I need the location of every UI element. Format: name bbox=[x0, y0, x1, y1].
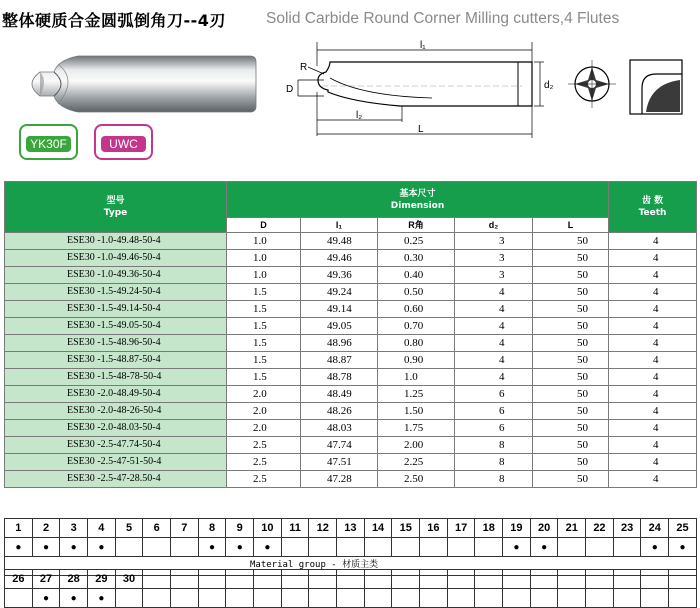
table-cell: 0.70 bbox=[378, 318, 455, 335]
material-group-empty-cell bbox=[641, 570, 669, 589]
material-group-number: 26 bbox=[5, 570, 33, 589]
table-cell: 4 bbox=[609, 369, 697, 386]
material-group-mark bbox=[309, 538, 337, 557]
cell-type: ESE30 -2.0-48.49-50-4 bbox=[5, 386, 227, 403]
dim-d2-label: d₂ bbox=[544, 80, 554, 91]
table-cell: 50 bbox=[533, 267, 609, 284]
table-row bbox=[5, 420, 697, 437]
material-group-empty-cell bbox=[309, 570, 337, 589]
teeth-header: 齿 数 Teeth bbox=[609, 182, 697, 233]
table-cell: 49.36 bbox=[301, 267, 378, 284]
material-group-number: 11 bbox=[281, 519, 309, 538]
table-cell: 4 bbox=[455, 284, 533, 301]
table-row bbox=[5, 454, 697, 471]
table-cell: 48.78 bbox=[301, 369, 378, 386]
table-cell: 1.0 bbox=[378, 369, 455, 386]
material-group-mark bbox=[171, 538, 199, 557]
material-group-mark bbox=[281, 538, 309, 557]
material-group-mark: ● bbox=[88, 538, 116, 557]
table-cell: 8 bbox=[455, 437, 533, 454]
table-cell: 50 bbox=[533, 318, 609, 335]
material-group-mark: ● bbox=[198, 538, 226, 557]
col-header-l: L bbox=[533, 218, 609, 233]
table-cell: 49.14 bbox=[301, 301, 378, 318]
material-group-number: 3 bbox=[60, 519, 88, 538]
cell-type: ESE30 -1.0-49.48-50-4 bbox=[5, 233, 227, 250]
material-group-number: 16 bbox=[420, 519, 448, 538]
material-group-number: 12 bbox=[309, 519, 337, 538]
material-group-mark bbox=[558, 538, 586, 557]
table-cell: 1.5 bbox=[227, 369, 301, 386]
table-cell: 4 bbox=[455, 301, 533, 318]
material-group-number: 18 bbox=[475, 519, 503, 538]
cell-type: ESE30 -1.5-49.24-50-4 bbox=[5, 284, 227, 301]
table-cell: 6 bbox=[455, 386, 533, 403]
table-cell: 2.25 bbox=[378, 454, 455, 471]
material-group-mark: ● bbox=[5, 538, 33, 557]
type-header: 型号 Type bbox=[5, 182, 227, 233]
table-cell: 0.80 bbox=[378, 335, 455, 352]
table-cell: 1.5 bbox=[227, 301, 301, 318]
material-group-mark: ● bbox=[60, 538, 88, 557]
dim-r-label: R bbox=[300, 62, 308, 73]
table-cell: 8 bbox=[455, 471, 533, 488]
table-cell: 4 bbox=[455, 352, 533, 369]
table-row bbox=[5, 250, 697, 267]
cell-type: ESE30 -1.5-49.05-50-4 bbox=[5, 318, 227, 335]
material-group-number: 15 bbox=[392, 519, 420, 538]
table-cell: 50 bbox=[533, 250, 609, 267]
table-cell: 48.03 bbox=[301, 420, 378, 437]
page-title-en: Solid Carbide Round Corner Milling cutters,4 Flutes bbox=[266, 10, 620, 27]
table-row bbox=[5, 233, 697, 250]
cell-type: ESE30 -1.0-49.36-50-4 bbox=[5, 267, 227, 284]
table-row bbox=[5, 318, 697, 335]
cell-type: ESE30 -1.5-48.87-50-4 bbox=[5, 352, 227, 369]
material-group-mark: ● bbox=[32, 538, 60, 557]
cell-type: ESE30 -2.5-47.74-50-4 bbox=[5, 437, 227, 454]
table-cell: 2.0 bbox=[227, 420, 301, 437]
material-group-empty-cell bbox=[171, 570, 199, 589]
table-cell: 50 bbox=[533, 369, 609, 386]
material-group-number: 23 bbox=[613, 519, 641, 538]
material-group-empty-cell bbox=[558, 570, 586, 589]
table-cell: 49.05 bbox=[301, 318, 378, 335]
table-cell: 3 bbox=[455, 250, 533, 267]
material-group-number: 5 bbox=[115, 519, 143, 538]
table-cell: 48.87 bbox=[301, 352, 378, 369]
table-cell: 2.00 bbox=[378, 437, 455, 454]
table-row bbox=[5, 437, 697, 454]
grade-badge-label: YK30F bbox=[26, 136, 71, 152]
dim-l1-label: l₁ bbox=[420, 40, 426, 51]
table-cell: 4 bbox=[609, 454, 697, 471]
table-row bbox=[5, 369, 697, 386]
material-group-mark bbox=[392, 538, 420, 557]
table-cell: 50 bbox=[533, 233, 609, 250]
table-cell: 50 bbox=[533, 454, 609, 471]
table-cell: 8 bbox=[455, 454, 533, 471]
material-group-empty-cell bbox=[503, 570, 531, 589]
material-group-number: 4 bbox=[88, 519, 116, 538]
material-group-mark bbox=[143, 538, 171, 557]
material-group-number: 10 bbox=[254, 519, 282, 538]
dim-d-label: D bbox=[286, 84, 294, 95]
material-group-mark bbox=[613, 538, 641, 557]
material-group-mark: ● bbox=[669, 538, 697, 557]
col-header-r: R角 bbox=[378, 218, 455, 233]
material-group-mark: ● bbox=[32, 589, 60, 608]
material-group-number: 9 bbox=[226, 519, 254, 538]
material-group-number: 17 bbox=[447, 519, 475, 538]
table-cell: 2.5 bbox=[227, 471, 301, 488]
material-group-number: 8 bbox=[198, 519, 226, 538]
tool-photo bbox=[18, 50, 258, 116]
cell-type: ESE30 -2.5-47-51-50-4 bbox=[5, 454, 227, 471]
material-group-mark bbox=[447, 538, 475, 557]
material-group-empty-cell bbox=[226, 570, 254, 589]
page-title-cn: 整体硬质合金圆弧倒角刀--4刃 bbox=[2, 11, 226, 30]
material-group-mark: ● bbox=[503, 538, 531, 557]
coating-badge-uwc bbox=[94, 124, 153, 160]
cell-type: ESE30 -1.5-48-78-50-4 bbox=[5, 369, 227, 386]
table-cell: 50 bbox=[533, 335, 609, 352]
table-cell: 4 bbox=[609, 284, 697, 301]
table-cell: 0.60 bbox=[378, 301, 455, 318]
table-cell: 1.0 bbox=[227, 250, 301, 267]
table-cell: 0.90 bbox=[378, 352, 455, 369]
material-group-empty-cell bbox=[669, 570, 697, 589]
table-cell: 47.74 bbox=[301, 437, 378, 454]
material-group-empty-cell bbox=[364, 570, 392, 589]
table-cell: 2.5 bbox=[227, 454, 301, 471]
corner-radius-icon bbox=[628, 58, 684, 116]
table-cell: 6 bbox=[455, 420, 533, 437]
table-cell: 4 bbox=[609, 352, 697, 369]
material-group-number: 2 bbox=[32, 519, 60, 538]
table-cell: 2.0 bbox=[227, 386, 301, 403]
material-group-number: 7 bbox=[171, 519, 199, 538]
table-row bbox=[5, 352, 697, 369]
table-cell: 0.50 bbox=[378, 284, 455, 301]
table-row bbox=[5, 267, 697, 284]
cell-type: ESE30 -2.5-47-28.50-4 bbox=[5, 471, 227, 488]
material-group-number: 21 bbox=[558, 519, 586, 538]
material-group-empty-cell bbox=[613, 570, 641, 589]
material-group-mark: ● bbox=[530, 538, 558, 557]
material-group-mark: ● bbox=[60, 589, 88, 608]
material-group-label: Material group - 材质主类 bbox=[250, 560, 379, 570]
material-group-empty-cell bbox=[586, 570, 614, 589]
table-cell: 4 bbox=[609, 420, 697, 437]
end-view-icon bbox=[566, 58, 618, 110]
table-cell: 2.50 bbox=[378, 471, 455, 488]
material-group-empty-cell bbox=[420, 570, 448, 589]
table-cell: 0.30 bbox=[378, 250, 455, 267]
cell-type: ESE30 -1.5-48.96-50-4 bbox=[5, 335, 227, 352]
table-cell: 1.0 bbox=[227, 267, 301, 284]
table-cell: 4 bbox=[609, 318, 697, 335]
material-group-mark bbox=[586, 538, 614, 557]
table-cell: 48.26 bbox=[301, 403, 378, 420]
table-row bbox=[5, 403, 697, 420]
table-cell: 4 bbox=[609, 267, 697, 284]
cell-type: ESE30 -1.0-49.46-50-4 bbox=[5, 250, 227, 267]
table-cell: 6 bbox=[455, 403, 533, 420]
table-cell: 50 bbox=[533, 420, 609, 437]
material-group-number: 14 bbox=[364, 519, 392, 538]
table-cell: 4 bbox=[609, 471, 697, 488]
table-cell: 50 bbox=[533, 386, 609, 403]
material-group-mark: ● bbox=[641, 538, 669, 557]
table-cell: 4 bbox=[609, 403, 697, 420]
table-cell: 50 bbox=[533, 352, 609, 369]
table-cell: 50 bbox=[533, 301, 609, 318]
table-cell: 47.28 bbox=[301, 471, 378, 488]
table-cell: 50 bbox=[533, 284, 609, 301]
grade-badge-yk30f bbox=[19, 124, 78, 160]
material-group-mark bbox=[337, 538, 365, 557]
material-group-number: 25 bbox=[669, 519, 697, 538]
table-cell: 50 bbox=[533, 471, 609, 488]
table-cell: 1.75 bbox=[378, 420, 455, 437]
material-group-number: 24 bbox=[641, 519, 669, 538]
table-row bbox=[5, 386, 697, 403]
table-cell: 4 bbox=[609, 233, 697, 250]
material-group-number: 28 bbox=[60, 570, 88, 589]
material-group-empty-cell bbox=[254, 570, 282, 589]
table-cell: 1.5 bbox=[227, 335, 301, 352]
material-group-empty-cell bbox=[337, 570, 365, 589]
material-group-mark bbox=[115, 538, 143, 557]
table-cell: 2.0 bbox=[227, 403, 301, 420]
material-group-mark bbox=[364, 538, 392, 557]
table-cell: 4 bbox=[609, 301, 697, 318]
cell-type: ESE30 -2.0-48.03-50-4 bbox=[5, 420, 227, 437]
table-row bbox=[5, 284, 697, 301]
dim-l2-label: l₂ bbox=[356, 110, 363, 121]
table-cell: 49.46 bbox=[301, 250, 378, 267]
material-group-mark bbox=[475, 538, 503, 557]
material-group-mark: ● bbox=[88, 589, 116, 608]
table-row bbox=[5, 301, 697, 318]
table-cell: 49.24 bbox=[301, 284, 378, 301]
table-cell: 4 bbox=[455, 318, 533, 335]
cell-type: ESE30 -2.0-48-26-50-4 bbox=[5, 403, 227, 420]
material-group-mark bbox=[420, 538, 448, 557]
table-row bbox=[5, 471, 697, 488]
material-group-number: 22 bbox=[586, 519, 614, 538]
table-cell: 50 bbox=[533, 437, 609, 454]
table-cell: 49.48 bbox=[301, 233, 378, 250]
spec-table bbox=[4, 181, 697, 488]
table-cell: 3 bbox=[455, 233, 533, 250]
cell-type: ESE30 -1.5-49.14-50-4 bbox=[5, 301, 227, 318]
table-row bbox=[5, 335, 697, 352]
material-group-number: 30 bbox=[115, 570, 143, 589]
material-group-number: 6 bbox=[143, 519, 171, 538]
material-group-empty-cell bbox=[198, 570, 226, 589]
table-cell: 0.25 bbox=[378, 233, 455, 250]
table-cell: 4 bbox=[609, 386, 697, 403]
material-group-mark: ● bbox=[226, 538, 254, 557]
table-cell: 4 bbox=[609, 437, 697, 454]
col-header-d2: d₂ bbox=[455, 218, 533, 233]
table-cell: 0.40 bbox=[378, 267, 455, 284]
material-group-empty-cell bbox=[475, 570, 503, 589]
table-cell: 2.5 bbox=[227, 437, 301, 454]
material-group-number: 13 bbox=[337, 519, 365, 538]
table-cell: 1.0 bbox=[227, 233, 301, 250]
table-cell: 3 bbox=[455, 267, 533, 284]
material-group-number: 20 bbox=[530, 519, 558, 538]
table-cell: 47.51 bbox=[301, 454, 378, 471]
table-cell: 4 bbox=[609, 250, 697, 267]
material-group-empty-cell bbox=[143, 570, 171, 589]
table-cell: 4 bbox=[455, 369, 533, 386]
material-group-empty-cell bbox=[392, 570, 420, 589]
material-group-empty-cell bbox=[530, 570, 558, 589]
material-group-number: 27 bbox=[32, 570, 60, 589]
table-cell: 48.96 bbox=[301, 335, 378, 352]
material-group-empty-cell bbox=[447, 570, 475, 589]
table-cell: 4 bbox=[455, 335, 533, 352]
coating-badge-label: UWC bbox=[101, 136, 146, 152]
col-header-l1: l₁ bbox=[301, 218, 378, 233]
material-group-empty-cell bbox=[281, 570, 309, 589]
table-cell: 50 bbox=[533, 403, 609, 420]
table-cell: 4 bbox=[609, 335, 697, 352]
col-header-d: D bbox=[227, 218, 301, 233]
table-cell: 48.49 bbox=[301, 386, 378, 403]
material-group-number: 1 bbox=[5, 519, 33, 538]
table-cell: 1.25 bbox=[378, 386, 455, 403]
dim-L-label: L bbox=[418, 124, 424, 135]
dimension-header: 基本尺寸 Dimension bbox=[227, 182, 609, 218]
material-group-mark: ● bbox=[254, 538, 282, 557]
table-cell: 1.50 bbox=[378, 403, 455, 420]
material-group-number: 19 bbox=[503, 519, 531, 538]
material-group-table-bottom bbox=[4, 569, 697, 608]
tool-drawing bbox=[282, 36, 562, 146]
table-cell: 1.5 bbox=[227, 318, 301, 335]
table-cell: 1.5 bbox=[227, 352, 301, 369]
material-group-number: 29 bbox=[88, 570, 116, 589]
table-cell: 1.5 bbox=[227, 284, 301, 301]
